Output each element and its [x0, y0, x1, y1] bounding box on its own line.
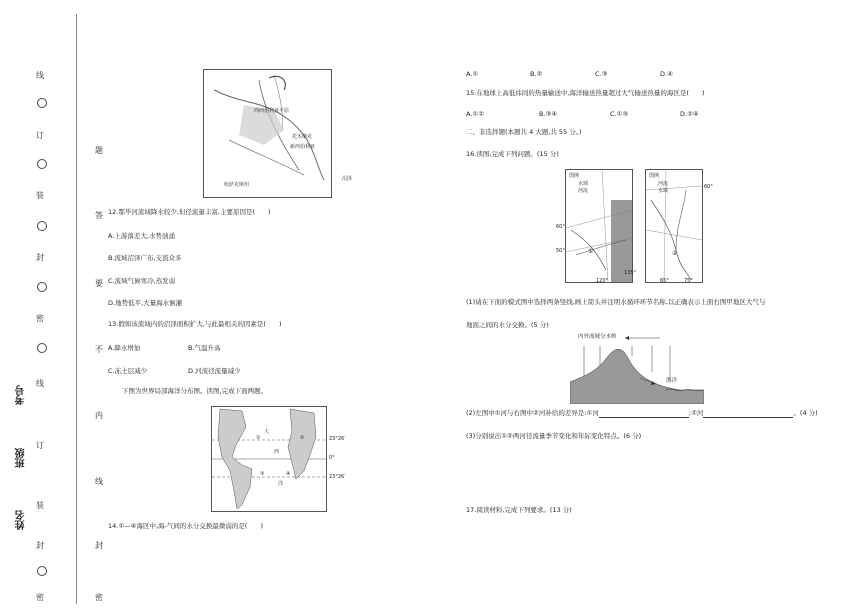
- lat-label: 60°: [556, 224, 565, 230]
- binding-char: 装: [36, 191, 44, 200]
- river-map-right: [645, 169, 713, 284]
- binding-char: 不: [95, 345, 103, 354]
- binding-char: 封: [36, 253, 44, 262]
- water-cycle-diagram: [570, 332, 704, 404]
- binding-char: 密: [36, 314, 44, 323]
- question-16-part-2: [466, 410, 818, 418]
- river-map-left: [556, 169, 637, 284]
- river-map-right-svg: [646, 170, 702, 282]
- answer-blank-2[interactable]: [703, 416, 793, 418]
- ob-river-map: [203, 69, 353, 198]
- q16-2-prefix: (2)左图中①河与右图中②河补给的差异是:①河: [466, 409, 599, 417]
- q15-option-b[interactable]: B.③④: [539, 110, 558, 118]
- binding-char: 封: [95, 541, 103, 550]
- binding-char: 密: [36, 593, 44, 602]
- river-label-1: ①: [588, 248, 594, 255]
- binding-hole: [37, 221, 47, 231]
- section-2-heading: 二、非选择题(本题共 4 大题,共 55 分。): [466, 128, 582, 136]
- lon-label: 65°: [660, 278, 669, 284]
- question-12: 12.鄂毕河流域降水较少,但径流量丰富,主要原因是( ): [108, 208, 271, 216]
- binding-hole: [37, 343, 47, 353]
- q13-option-a[interactable]: A.降水增加: [108, 344, 141, 352]
- name-label: 姓名: [16, 510, 27, 530]
- binding-char: 线: [36, 379, 44, 388]
- lat-label: 23°26′: [329, 474, 346, 480]
- water-cycle-svg: [570, 332, 704, 404]
- lon-label: 75°: [684, 278, 693, 284]
- q13-option-b[interactable]: B.气温升高: [188, 344, 221, 352]
- diagram-label-divide: 内外流域分水岭: [578, 334, 617, 340]
- map-label: 托木斯克: [292, 134, 313, 140]
- q15-option-c[interactable]: C.①③: [610, 110, 629, 118]
- question-16-part-3: (3)分别说出①②两河径流量季节变化和年际变化特点。(6 分): [466, 432, 642, 440]
- exam-number-label: 考号: [16, 385, 27, 405]
- legend-item: 河流: [658, 181, 669, 187]
- map-label: 新西伯利亚: [290, 144, 316, 150]
- question-16: 16.读图,完成下列问题。(15 分): [466, 150, 559, 158]
- q12-option-c[interactable]: C.流域气候寒冷,蒸发弱: [108, 277, 176, 285]
- binding-char: 订: [36, 441, 44, 450]
- lat-label: 0°: [329, 455, 335, 461]
- q15-option-d[interactable]: D.②④: [680, 110, 699, 118]
- binding-hole: [37, 159, 47, 169]
- q14-option-a[interactable]: A.①: [466, 70, 479, 78]
- q14-option-b[interactable]: B.②: [530, 70, 543, 78]
- q12-option-a[interactable]: A.上游落差大,水势汹涌: [108, 232, 175, 240]
- binding-char: 答: [95, 211, 103, 220]
- q15-option-a[interactable]: A.①②: [466, 110, 485, 118]
- question-17: 17.阅读材料,完成下列要求。(13 分): [466, 506, 572, 514]
- legend-item: 河流: [578, 188, 589, 194]
- binding-hole: [37, 566, 47, 576]
- q14-option-d[interactable]: D.④: [660, 70, 673, 78]
- map-label: 沼泽: [342, 176, 353, 182]
- question-13: 13.假如该流域内的沼泽面积扩大,与此最相关的因素是( ): [108, 320, 282, 328]
- question-14: 14.①—④海区中,海-气间的水分交换最微弱的是( ): [108, 522, 263, 530]
- ocean-label: 大: [264, 429, 270, 435]
- lat-label: 23°26′: [329, 436, 346, 442]
- ocean-label: 洋: [278, 481, 284, 487]
- river-map-left-svg: [566, 170, 632, 282]
- ocean-label: 西: [274, 449, 280, 455]
- map-label: 西西伯利亚平原: [254, 108, 290, 114]
- lat-label: 60°: [704, 184, 713, 190]
- q13-option-d[interactable]: D.河流径流量减少: [188, 367, 241, 375]
- sea-area-3: ③: [260, 471, 265, 477]
- legend-item: 水域: [578, 181, 589, 187]
- sea-area-1: ①: [256, 435, 261, 441]
- q12-option-b[interactable]: B.流域沼泽广布,支流众多: [108, 254, 182, 262]
- binding-char: 内: [95, 411, 103, 420]
- map-label: 哈萨克斯坦: [224, 182, 250, 188]
- question-15: 15.在地球上高低纬间的热量输送中,海洋输送热量超过大气输送热量的海区是( ): [466, 89, 705, 97]
- binding-hole: [37, 282, 47, 292]
- binding-char: 装: [36, 501, 44, 510]
- sea-area-2: ②: [300, 435, 305, 441]
- q13-option-c[interactable]: C.冻土层减少: [108, 367, 148, 375]
- binding-line: [76, 14, 77, 604]
- sea-area-4: ④: [286, 471, 291, 477]
- q16-2-mid: ;②河: [688, 409, 704, 417]
- binding-char: 封: [36, 541, 44, 550]
- river-label-2: ②: [672, 250, 678, 257]
- q16-2-end: 。(4 分): [793, 409, 818, 417]
- map-intro: 下图为世界局部海洋分布图。读图,完成下面两题。: [122, 387, 268, 395]
- binding-hole: [37, 98, 47, 108]
- answer-blank-1[interactable]: [599, 416, 689, 418]
- legend-title: 图例: [649, 173, 660, 179]
- q14-option-c[interactable]: C.③: [595, 70, 608, 78]
- q16-part-1-line1: (1)请在下面的模式图中选择两条竖线,画上箭头并注明水循环环节名称,以正确表示上面右图甲地区大气与: [466, 298, 766, 306]
- binding-char: 订: [36, 131, 44, 140]
- binding-char: 线: [36, 71, 44, 80]
- legend-title: 图例: [569, 173, 580, 179]
- diagram-label-ocean: 海洋: [666, 378, 678, 384]
- lat-label: 50°: [556, 248, 565, 254]
- binding-char: 要: [95, 279, 103, 288]
- binding-char: 密: [95, 593, 103, 602]
- ocean-map-svg: [212, 407, 326, 511]
- q12-option-d[interactable]: D.地势低平,大量海水倒灌: [108, 299, 183, 307]
- lon-label: 120°: [596, 278, 609, 284]
- legend-item: 水域: [658, 188, 669, 194]
- binding-char: 题: [95, 146, 103, 155]
- q16-part-1-line2: 地面之间的水分交换。(5 分): [466, 321, 549, 329]
- ocean-map: [211, 406, 346, 512]
- binding-char: 线: [95, 477, 103, 486]
- class-label: 班级: [16, 448, 27, 468]
- lon-label: 135°: [624, 270, 637, 276]
